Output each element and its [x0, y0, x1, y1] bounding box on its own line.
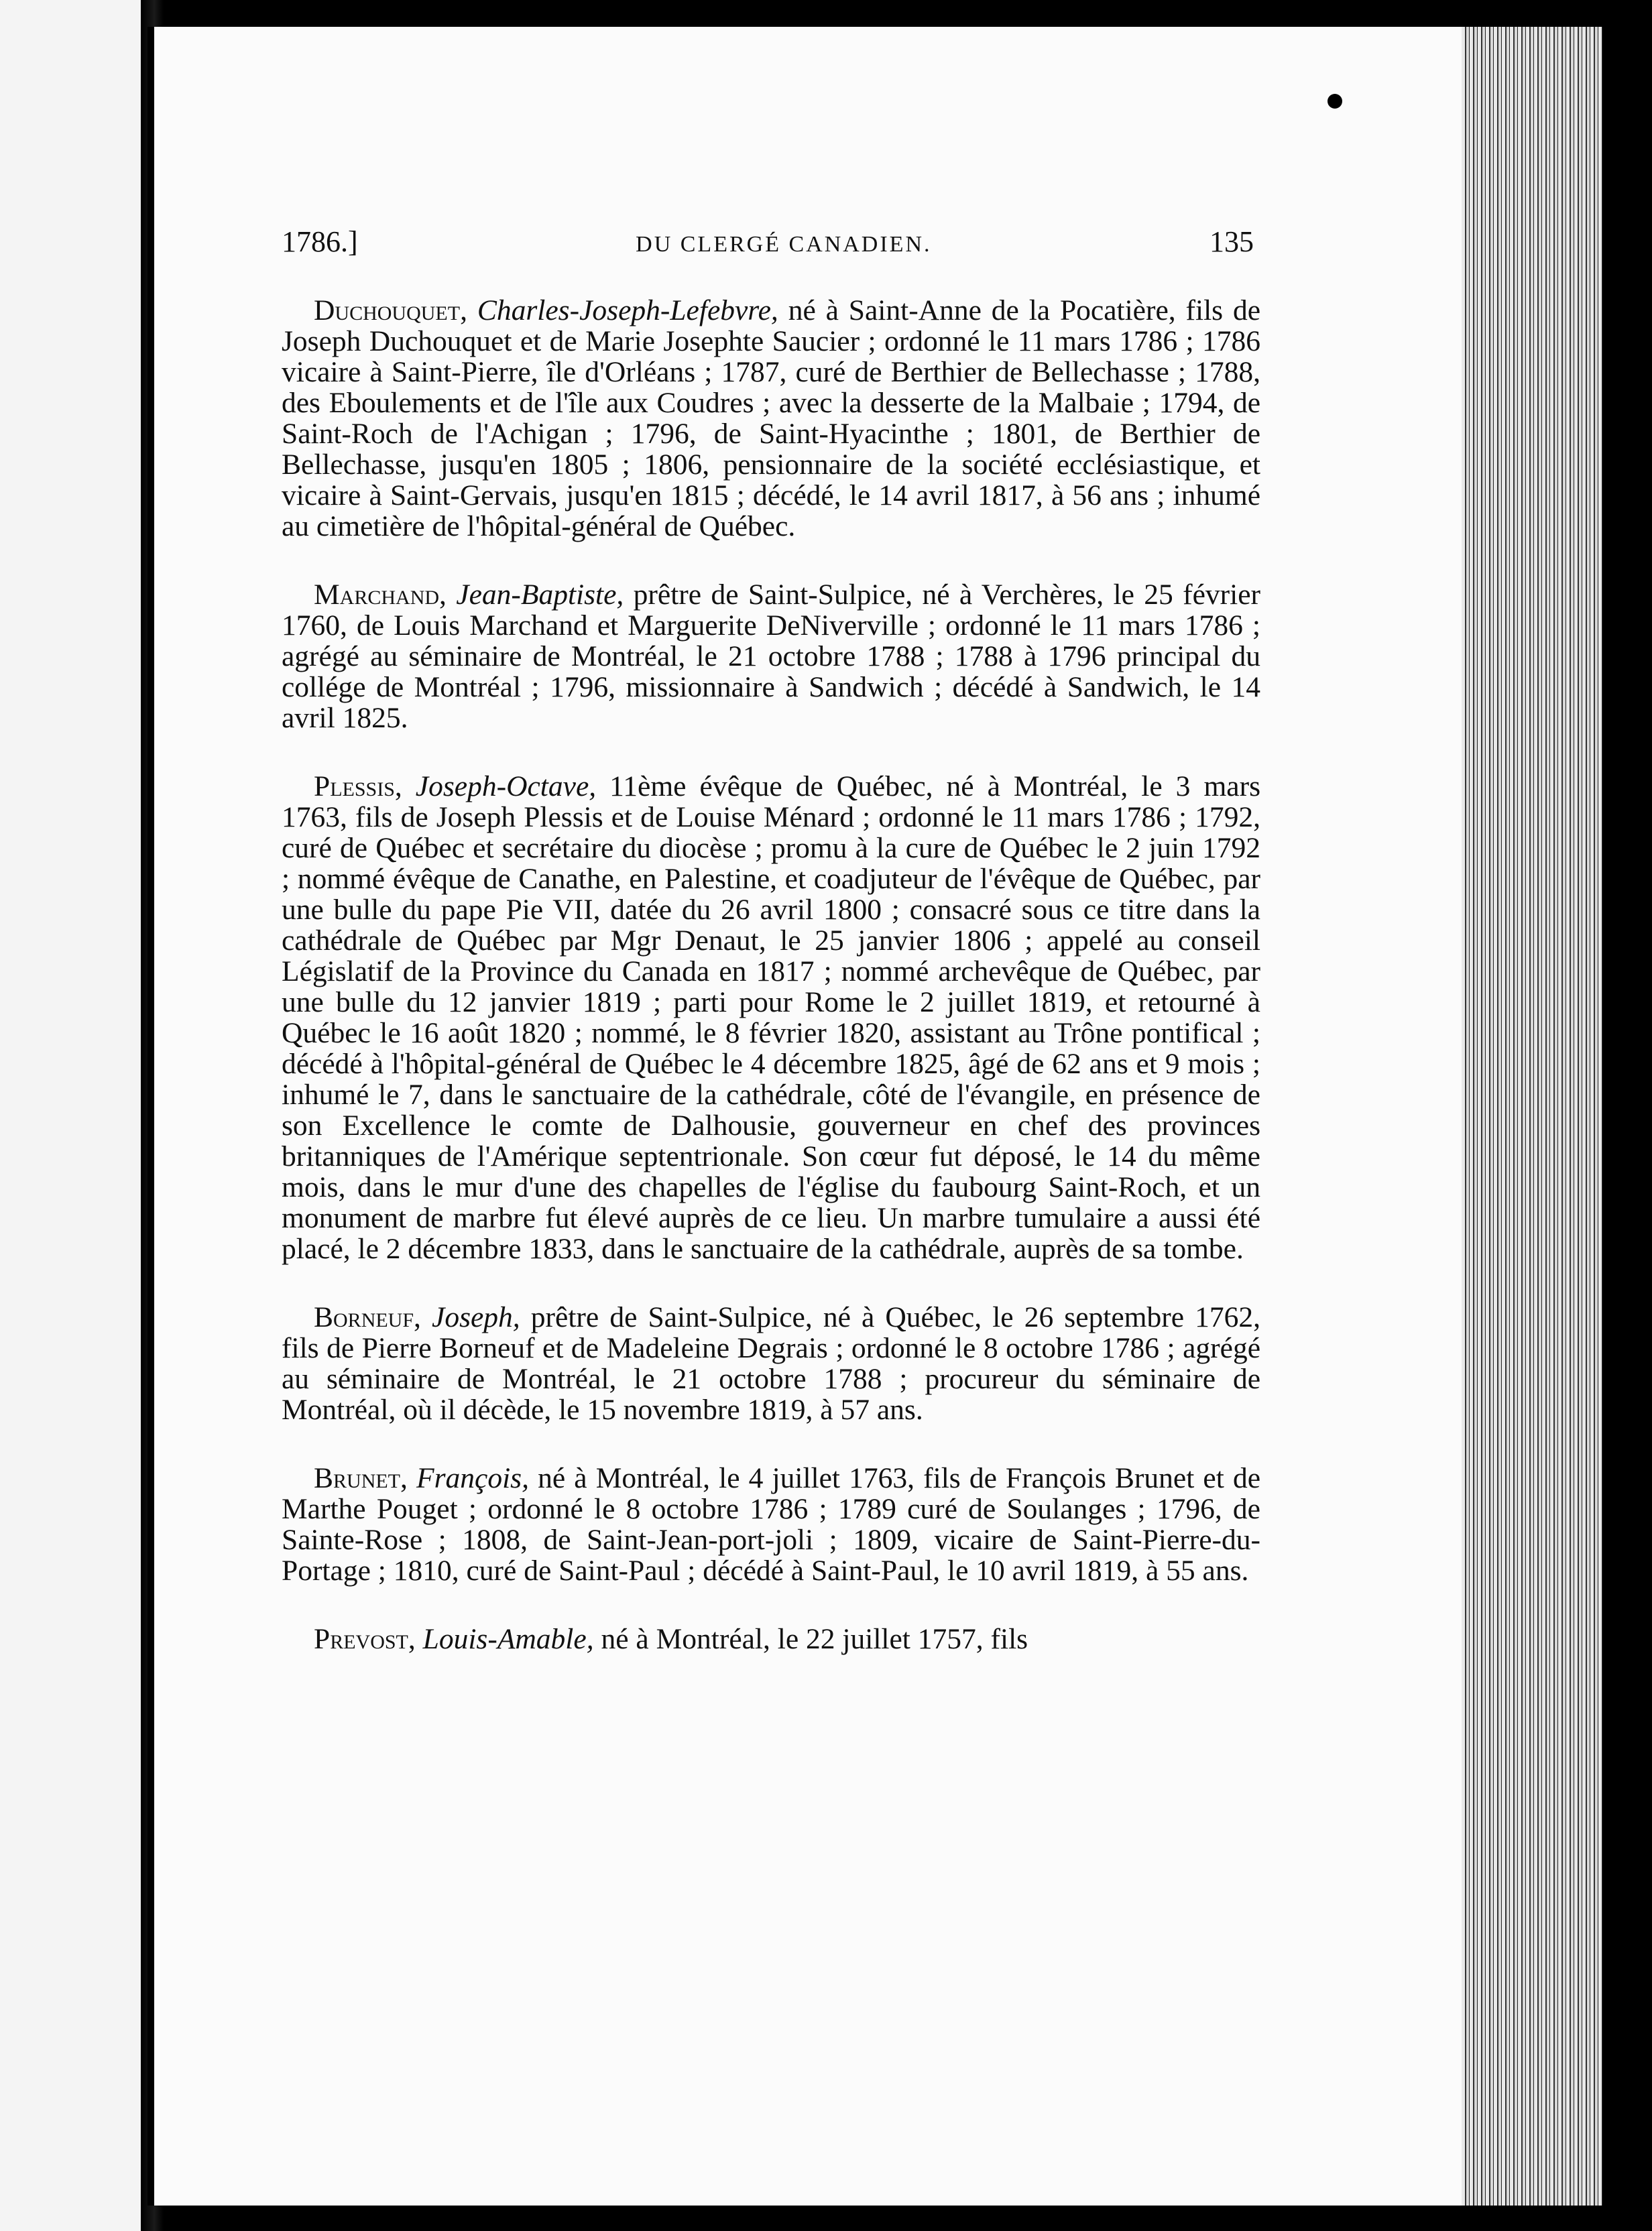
entry-text: prêtre de Saint-Sulpice, né à Québec, le 26 septembre 1762, fils de Pierre Borneuf et de Madeleine Degrais ; ordonné le 8 octobre 1786 ; agrégé au séminaire de Montréal, le 21 octobre 1788 ; procureur du séminaire de Montréal, où il décède, le 15 novembre 1819, à 57 ans.	[282, 1301, 1261, 1426]
entry-surname: Borneuf,	[314, 1301, 421, 1333]
biography-entry	[282, 771, 1260, 1264]
page-stack-edge	[1462, 27, 1602, 2206]
biography-entry	[282, 1624, 1260, 1654]
entry-given-names: François,	[416, 1462, 529, 1494]
entry-given-names: Joseph-Octave,	[415, 770, 597, 802]
biography-entry	[282, 579, 1260, 733]
entry-given-names: Joseph,	[432, 1301, 520, 1333]
dust-mark	[1328, 94, 1342, 109]
entry-surname: Brunet,	[314, 1462, 408, 1494]
entry-text: né à Saint-Anne de la Pocatière, fils de Joseph Duchouquet et de Marie Josephte Saucier ; ordonné le 11 mars 1786 ; 1786 vicaire à Saint-Pierre, île d'Orléans ; 1787, curé de Berthier de Bellechasse ; 1788, des Eboulements et de l'île aux Coudres ; avec la desserte de la Malbaie ; 1794, de Saint-Roch de l'Achigan ; 1796, de Saint-Hyacinthe ; 1801, de Berthier de Bellechasse, jusqu'en 1805 ; 1806, pensionnaire de la société ecclésiastique, et vicaire à Saint-Gervais, jusqu'en 1815 ; décédé, le 14 avril 1817, à 56 ans ; inhumé au cimetière de l'hôpital-général de Québec.	[282, 294, 1261, 542]
page-number: 135	[1209, 225, 1254, 258]
entry-given-names: Charles-Joseph-Lefebvre,	[477, 294, 778, 326]
entry-text: né à Montréal, le 4 juillet 1763, fils de François Brunet et de Marthe Pouget ; ordonné le 8 octobre 1786 ; 1789 curé de Soulanges ; 1796, de Sainte-Rose ; 1808, de Saint-Jean-port-joli ; 1809, vicaire de Saint-Pierre-du-Portage ; 1810, curé de Saint-Paul ; décédé à Saint-Paul, le 10 avril 1819, à 55 ans.	[282, 1462, 1261, 1587]
facing-page-edge	[0, 0, 145, 2231]
entry-given-names: Louis-Amable,	[422, 1623, 594, 1655]
entry-text: prêtre de Saint-Sulpice, né à Verchères, le 25 février 1760, de Louis Marchand et Marguerite DeNiverville ; ordonné le 11 mars 1786 ; agrégé au séminaire de Montréal, le 21 octobre 1788 ; 1788 à 1796 principal du collége de Montréal ; 1796, missionnaire à Sandwich ; décédé à Sandwich, le 14 avril 1825.	[282, 579, 1261, 734]
entry-surname: Marchand,	[314, 579, 447, 611]
running-head-year: 1786.]	[282, 225, 358, 258]
entry-text: né à Montréal, le 22 juillet 1757, fils	[601, 1623, 1028, 1655]
running-head	[282, 225, 1254, 265]
entry-surname: Duchouquet,	[314, 294, 467, 326]
entry-surname: Prevost,	[314, 1623, 416, 1655]
entry-surname: Plessis,	[314, 770, 402, 802]
body-text	[282, 295, 1260, 1692]
biography-entry	[282, 1463, 1260, 1586]
running-head-title: DU CLERGÉ CANADIEN.	[636, 232, 932, 257]
scan-border	[1602, 0, 1652, 2231]
biography-entry	[282, 1302, 1260, 1425]
entry-text: 11ème évêque de Québec, né à Montréal, le 3 mars 1763, fils de Joseph Plessis et de Louise Ménard ; ordonné le 11 mars 1786 ; 1792, curé de Québec et secrétaire du diocèse ; promu à la cure de Québec le 2 juin 1792 ; nommé évêque de Canathe, en Palestine, et coadjuteur de l'évêque de Québec, par une bulle du pape Pie VII, datée du 26 avril 1800 ; consacré sous ce titre dans la cathédrale de Québec par Mgr Denaut, le 25 janvier 1806 ; appelé au conseil Législatif de la Province du Canada en 1817 ; nommé archevêque de Québec, par une bulle du 12 janvier 1819 ; parti pour Rome le 2 juillet 1819, et retourné à Québec le 16 août 1820 ; nommé, le 8 février 1820, assistant au Trône pontifical ; décédé à l'hôpital-général de Québec le 4 décembre 1825, âgé de 62 ans et 9 mois ; inhumé le 7, dans le sanctuaire de la cathédrale, côté de l'évangile, en présence de son Excellence le comte de Dalhousie, gouverneur en chef des provinces britanniques de l'Amérique septentrionale. Son cœur fut déposé, le 14 du même mois, dans le mur d'une des chapelles de l'église du faubourg Saint-Roch, et un monument de marbre fut élevé auprès de ce lieu. Un marbre tumulaire a aussi été placé, le 2 décembre 1833, dans le sanctuaire de la cathédrale, auprès de sa tombe.	[282, 770, 1261, 1265]
biography-entry	[282, 295, 1260, 542]
entry-given-names: Jean-Baptiste,	[456, 579, 624, 611]
